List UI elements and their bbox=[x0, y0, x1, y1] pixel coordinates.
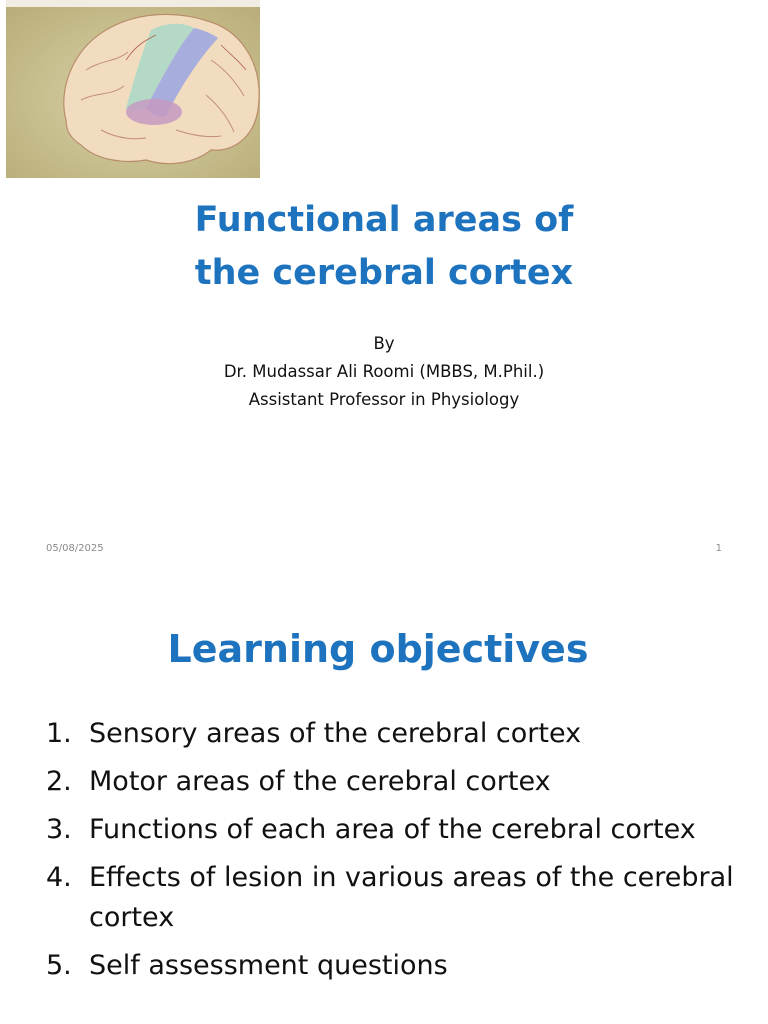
list-item bbox=[46, 810, 736, 850]
objectives-list bbox=[46, 714, 736, 994]
list-text: Functions of each area of the cerebral cortex bbox=[89, 814, 696, 845]
objectives-slide bbox=[0, 572, 768, 1024]
author-block bbox=[0, 330, 768, 414]
by-label: By bbox=[373, 334, 395, 353]
brain-illustration bbox=[6, 0, 260, 178]
list-number: 4. bbox=[46, 862, 72, 893]
slide-date: 05/08/2025 bbox=[46, 543, 104, 554]
list-number: 1. bbox=[46, 718, 72, 749]
list-item bbox=[46, 858, 736, 938]
objectives-title: Learning objectives bbox=[167, 627, 589, 671]
list-number: 5. bbox=[46, 950, 72, 981]
title-line-1: Functional areas of bbox=[194, 200, 574, 240]
list-item bbox=[46, 762, 736, 802]
title-line-2: the cerebral cortex bbox=[194, 253, 574, 293]
author-name: Dr. Mudassar Ali Roomi (MBBS, M.Phil.) bbox=[223, 362, 545, 381]
list-text: Motor areas of the cerebral cortex bbox=[89, 766, 551, 797]
list-text: Sensory areas of the cerebral cortex bbox=[89, 718, 582, 749]
list-item bbox=[46, 946, 736, 986]
list-text: Effects of lesion in various areas of the cerebral cortex bbox=[89, 862, 734, 933]
slide-number: 1 bbox=[715, 543, 722, 554]
presentation-title bbox=[0, 194, 768, 300]
list-item bbox=[46, 714, 736, 754]
list-text: Self assessment questions bbox=[89, 950, 448, 981]
list-number: 3. bbox=[46, 814, 72, 845]
author-role: Assistant Professor in Physiology bbox=[248, 390, 520, 409]
list-number: 2. bbox=[46, 766, 72, 797]
